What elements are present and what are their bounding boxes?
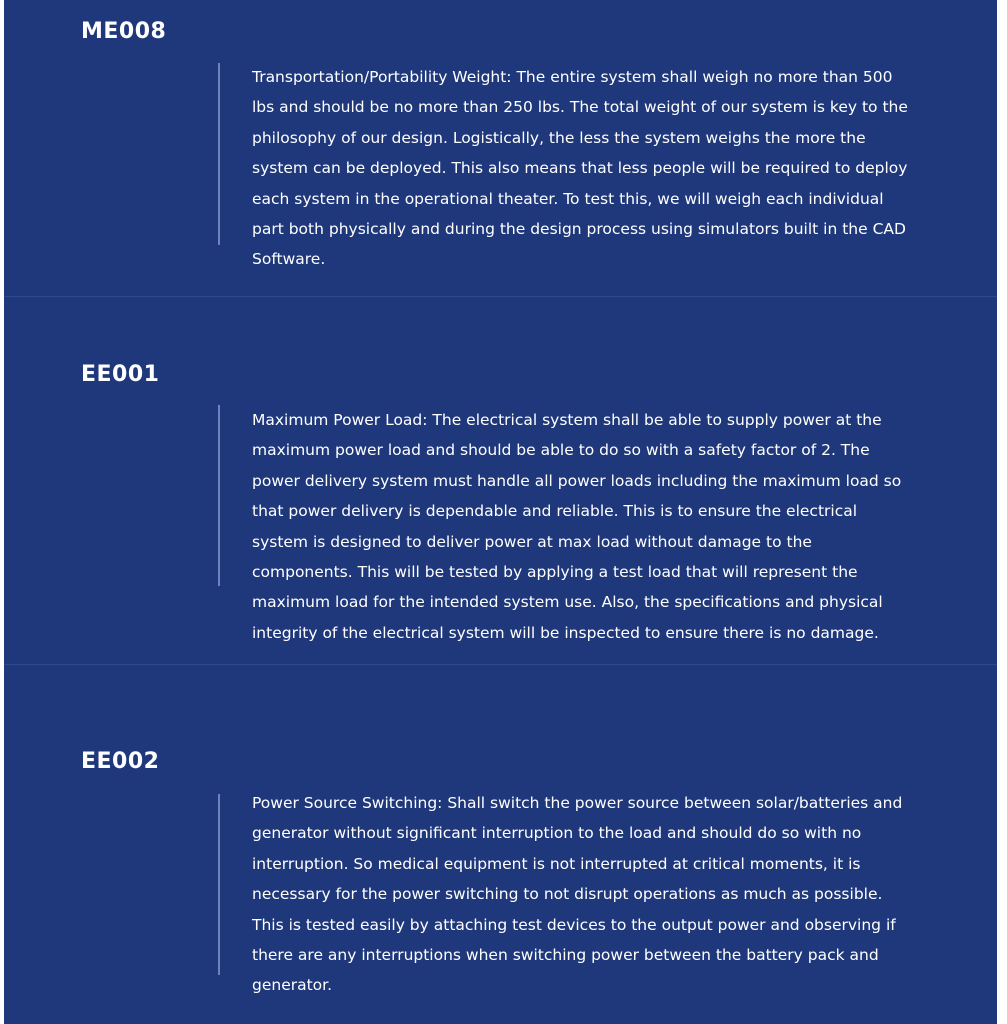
requirement-description: Transportation/Portability Weight: The entire system shall weigh no more than 500 lbs and should be no more than 250 lbs. The total weight of our system is key to the philosophy of our design. Logistically, the less the system weighs the more the system can be deployed. This also means that less people will be required to deploy each system in the operational theater. To test this, we will weigh each individual part both physically and during the design process using simulators built in the CAD Software.: [252, 68, 908, 269]
vertical-rule: [218, 405, 220, 586]
requirement-description: Power Source Switching: Shall switch the power source between solar/batteries and generator without significant interruption to the load and should do so with no interruption. So medical equipment is not interrupted at critical moments, it is necessary for the power switching to not disrupt operations as much as possible. This is tested easily by attaching test devices to the output power and observing if there are any interruptions when switching power between the battery pack and generator.: [252, 794, 903, 995]
requirements-page: [4, 0, 997, 1024]
requirement-code: EE001: [81, 362, 160, 387]
requirement-description: Maximum Power Load: The electrical system shall be able to supply power at the maximum power load and should be able to do so with a safety factor of 2. The power delivery system must handle all power loads including the maximum load so that power delivery is dependable and reliable. This is to ensure the electrical system is designed to deliver power at max load without damage to the components. This will be tested by applying a test load that will represent the maximum load for the intended system use. Also, the specifications and physical integrity of the electrical system will be inspected to ensure there is no damage.: [252, 411, 902, 642]
requirement-section-me008: [4, 0, 997, 296]
vertical-rule: [218, 63, 220, 245]
vertical-rule: [218, 794, 220, 975]
requirement-section-ee002: [4, 665, 997, 1024]
requirement-code: EE002: [81, 749, 160, 774]
requirement-code: ME008: [81, 19, 167, 44]
requirement-section-ee001: [4, 297, 997, 664]
